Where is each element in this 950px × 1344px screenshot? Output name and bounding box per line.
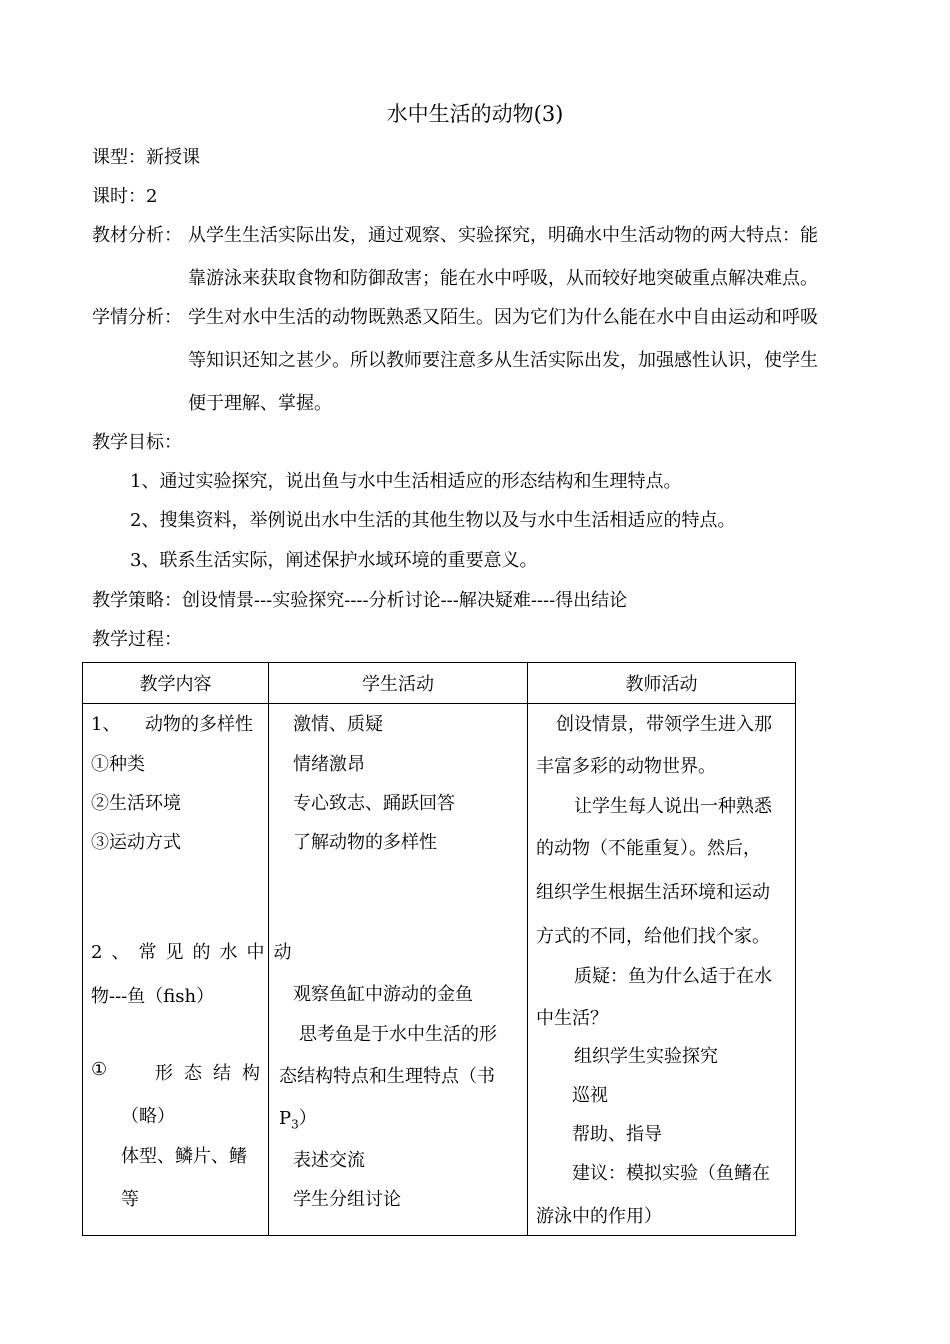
content-line: ③运动方式 [91, 832, 181, 853]
goal-item-2: 2、搜集资料，举例说出水中生活的其他生物以及与水中生活相适应的特点。 [130, 510, 736, 531]
student-analysis-line-3: 便于理解、掌握。 [188, 393, 332, 414]
student-line [279, 1104, 317, 1132]
student-analysis-line-1: 学生对水中生活的动物既熟悉又陌生。因为它们为什么能在水中自由运动和呼吸 [188, 307, 818, 328]
table-header-row [83, 663, 796, 704]
student-line: 观察鱼缸中游动的金鱼 [293, 984, 473, 1005]
teacher-line: 组织学生实验探究 [574, 1046, 718, 1067]
content-line: ①种类 [91, 754, 145, 775]
content-line: 1、 [91, 714, 121, 735]
content-line: 2、常见的水中动 [91, 942, 301, 963]
teacher-activity-cell [528, 704, 796, 1236]
teaching-process-table [82, 662, 796, 1236]
student-line: 情绪激昂 [293, 754, 365, 775]
content-line: 等 [121, 1189, 139, 1210]
content-line: 体型、鳞片、鳍 [121, 1146, 247, 1167]
textbook-page-letter: P [279, 1108, 292, 1129]
teacher-line: 让学生每人说出一种熟悉 [574, 796, 772, 817]
goals-label: 教学目标： [92, 432, 182, 453]
student-line: 专心致志、踊跃回答 [293, 793, 455, 814]
teacher-line: 建议：模拟实验（鱼鳍在 [572, 1163, 770, 1184]
header-teacher-activity: 教师活动 [528, 663, 796, 704]
material-analysis-label: 教材分析： [92, 225, 182, 246]
teacher-line: 组织学生根据生活环境和运动 [536, 882, 770, 903]
table-row [83, 704, 796, 1236]
lesson-type: 课型：新授课 [92, 147, 200, 168]
student-analysis-line-2: 等知识还知之甚少。所以教师要注意多从生活实际出发，加强感性认识，使学生 [188, 350, 818, 371]
teacher-line: 丰富多彩的动物世界。 [536, 756, 716, 777]
teacher-line: 方式的不同，给他们找个家。 [536, 926, 770, 947]
content-line: 物---鱼（fish） [91, 986, 215, 1007]
student-line: 态结构特点和生理特点（书 [279, 1066, 495, 1087]
content-line: 形态结构 [155, 1063, 271, 1084]
teacher-line: 创设情景，带领学生进入那 [556, 714, 772, 735]
textbook-page-number: 3 [291, 1117, 299, 1132]
content-cell [83, 704, 301, 1236]
teaching-strategy: 教学策略：创设情景---实验探究----分析讨论---解决疑难----得出结论 [92, 590, 628, 611]
teacher-line: 游泳中的作用） [536, 1206, 662, 1227]
student-line: 激情、质疑 [293, 714, 383, 735]
textbook-page-close: ） [298, 1108, 317, 1129]
teacher-line: 帮助、指导 [572, 1124, 662, 1145]
content-line: 动物的多样性 [145, 714, 253, 735]
student-activity-cell [269, 704, 528, 1236]
content-line: ②生活环境 [91, 793, 181, 814]
lesson-periods: 课时：2 [92, 186, 158, 207]
student-line: 思考鱼是于水中生活的形 [299, 1024, 497, 1045]
content-line: （略） [121, 1106, 175, 1127]
process-label: 教学过程： [92, 629, 182, 650]
student-analysis-label: 学情分析： [92, 307, 182, 328]
teacher-line: 的动物（不能重复）。然后， [536, 838, 761, 859]
student-line: 学生分组讨论 [293, 1189, 401, 1210]
header-student-activity: 学生活动 [269, 663, 528, 704]
page-title: 水中生活的动物(3) [386, 102, 564, 126]
student-line: 了解动物的多样性 [293, 832, 437, 853]
header-content: 教学内容 [83, 663, 269, 704]
student-line: 表述交流 [293, 1150, 365, 1171]
goal-item-3: 3、联系生活实际，阐述保护水域环境的重要意义。 [130, 550, 538, 571]
teacher-line: 巡视 [572, 1085, 608, 1106]
teacher-line: 中生活？ [536, 1008, 608, 1029]
material-analysis-line-2: 靠游泳来获取食物和防御敌害；能在水中呼吸，从而较好地突破重点解决难点。 [188, 268, 818, 289]
content-line: ① [91, 1059, 108, 1080]
material-analysis-line-1: 从学生生活实际出发，通过观察、实验探究，明确水中生活动物的两大特点：能 [188, 225, 818, 246]
goal-item-1: 1、通过实验探究，说出鱼与水中生活相适应的形态结构和生理特点。 [130, 471, 682, 492]
teacher-line: 质疑：鱼为什么适于在水 [574, 966, 772, 987]
